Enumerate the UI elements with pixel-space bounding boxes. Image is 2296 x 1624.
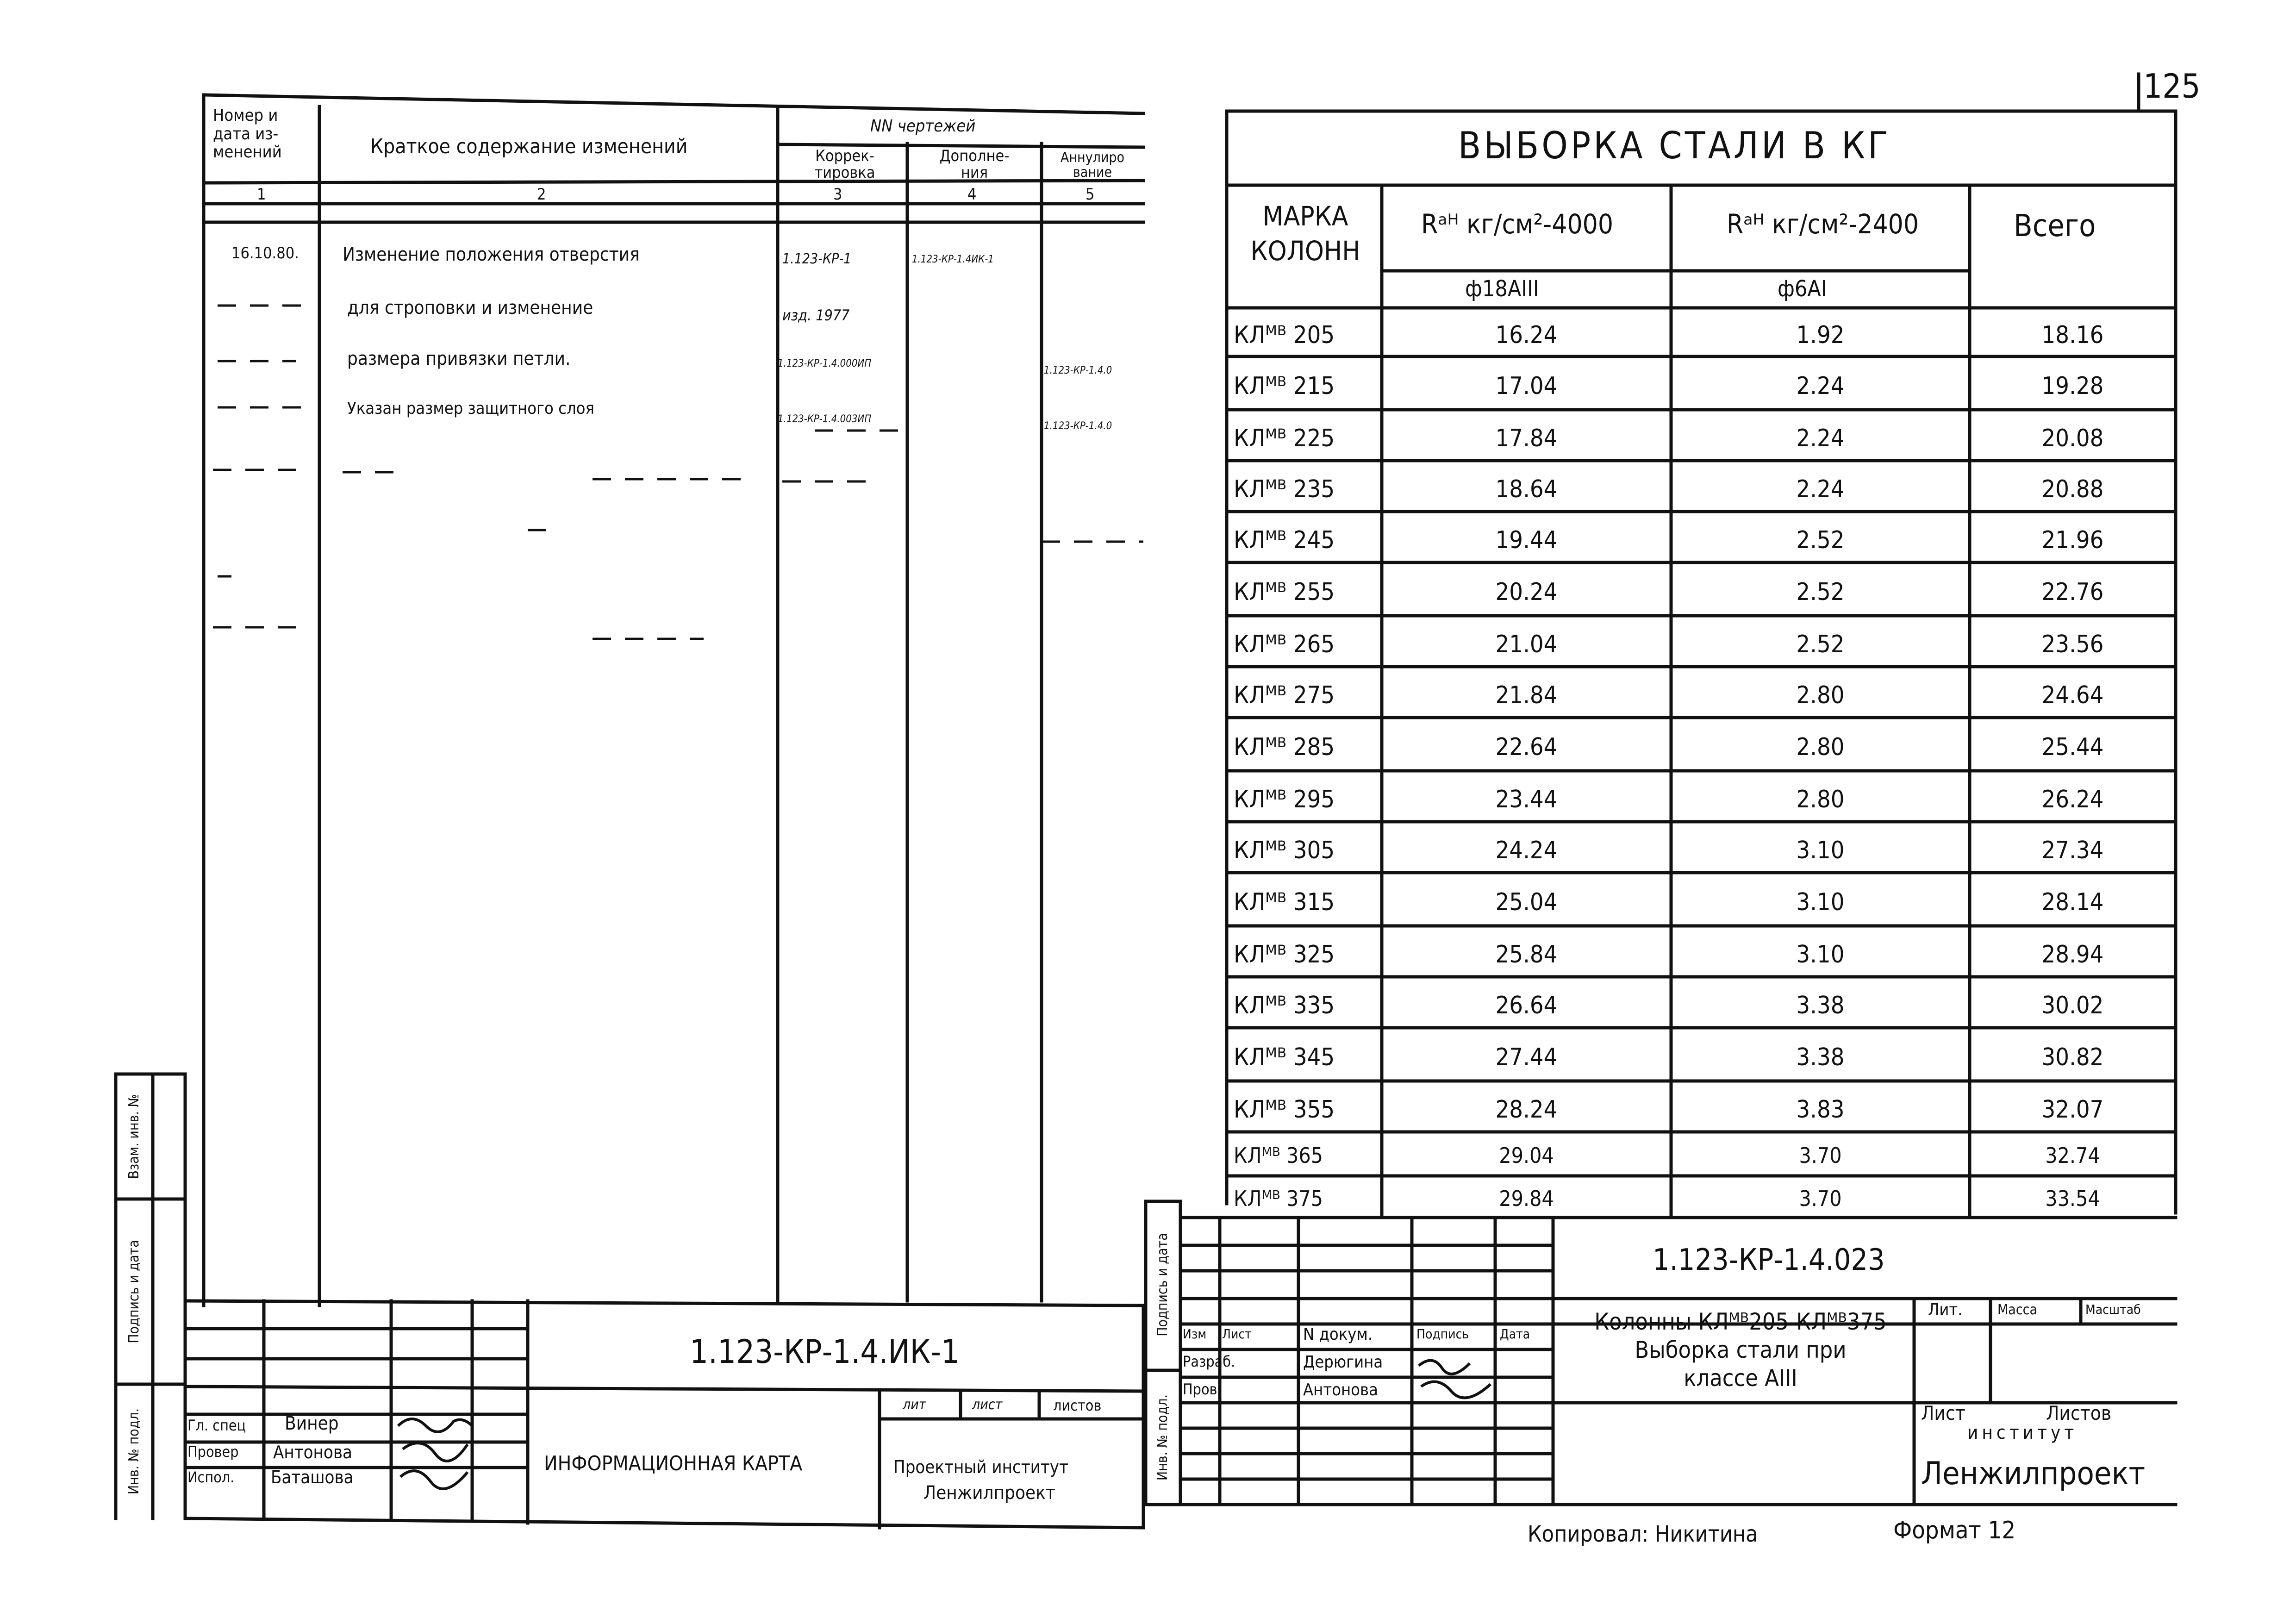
class-a3-cell: 25.84 <box>1495 940 1558 968</box>
org-line-2: Ленжилпроект <box>1921 1455 2146 1492</box>
mark-cell: КЛᴹᴮ 315 <box>1234 888 1335 916</box>
header-class-a3: Rᵃᴴ кг/см²-4000 <box>1421 208 1614 240</box>
class-a1-cell: 2.24 <box>1796 372 1845 400</box>
org-line-2: Ленжилпроект <box>923 1482 1055 1504</box>
header-line: дата из- <box>213 124 279 144</box>
class-a1-cell: 2.24 <box>1796 475 1845 503</box>
total-cell: 19.28 <box>2041 372 2104 400</box>
class-a3-cell: 28.24 <box>1495 1095 1558 1124</box>
header-line: Дополне- <box>939 147 1010 165</box>
copied-by: Копировал: Никитина <box>1528 1521 1758 1547</box>
header-addition <box>919 148 1030 181</box>
document-code: 1.123-КР-1.4.023 <box>1653 1243 1885 1277</box>
mark-cell: КЛᴹᴮ 335 <box>1234 991 1335 1019</box>
mark-cell: КЛᴹᴮ 235 <box>1234 475 1335 503</box>
title-line: Выборка стали при <box>1635 1337 1847 1363</box>
class-a3-cell: 22.64 <box>1495 733 1558 761</box>
total-cell: 28.94 <box>2041 940 2104 968</box>
total-cell: 20.88 <box>2041 475 2104 503</box>
class-a1-cell: 2.80 <box>1796 785 1845 813</box>
change-correction: 1.123-КР-1.4.003ИП <box>778 413 872 425</box>
change-correction: изд. 1977 <box>782 306 850 324</box>
col-label-signature: Подпись <box>1416 1326 1469 1342</box>
label-lit: Лит. <box>1928 1300 1963 1319</box>
total-cell: 27.34 <box>2041 836 2104 864</box>
mark-cell: КЛᴹᴮ 205 <box>1234 321 1335 349</box>
total-cell: 23.56 <box>2041 630 2104 658</box>
total-cell: 20.08 <box>2041 424 2104 452</box>
header-line: Аннулиро <box>1060 150 1125 166</box>
class-a1-cell: 3.10 <box>1796 940 1845 968</box>
side-stamp-signature-date: Подпись и дата <box>126 1240 142 1343</box>
class-a3-cell: 16.24 <box>1495 321 1558 349</box>
change-text: Указан размер защитного слоя <box>347 399 594 418</box>
class-a3-cell: 27.44 <box>1495 1043 1558 1071</box>
change-date: 16.10.80. <box>231 244 299 262</box>
class-a3-cell: 24.24 <box>1495 836 1558 864</box>
class-a3-cell: 21.04 <box>1495 630 1558 658</box>
title-line: Колонны КЛᴹᴮ205-КЛᴹᴮ375 <box>1594 1308 1887 1335</box>
staff-role: Разраб. <box>1183 1353 1235 1370</box>
header-class-a3-diameter: ф18АIII <box>1465 276 1539 302</box>
document-title: ИНФОРМАЦИОННАЯ КАРТА <box>544 1452 803 1475</box>
class-a1-cell: 2.80 <box>1796 733 1845 761</box>
class-a3-cell: 25.04 <box>1495 888 1558 916</box>
class-a1-cell: 3.10 <box>1796 836 1845 864</box>
class-a1-cell: 3.70 <box>1799 1143 1842 1168</box>
label-mass: Масса <box>1997 1302 2038 1318</box>
title-line: классе АIII <box>1684 1365 1797 1392</box>
total-cell: 21.96 <box>2041 526 2104 554</box>
side-stamp-inv-podl: Инв. № подл. <box>1154 1394 1171 1481</box>
col-label-ndoc: N докум. <box>1303 1325 1373 1344</box>
mark-cell: КЛᴹᴮ 305 <box>1234 836 1335 864</box>
header-line: КОЛОНН <box>1250 235 1360 267</box>
table-title: ВЫБОРКА СТАЛИ В КГ <box>1458 124 1891 167</box>
side-stamp-inv-podl: Инв. № подл. <box>126 1408 142 1495</box>
total-cell: 33.54 <box>2045 1186 2100 1211</box>
header-line: вание <box>1073 164 1112 181</box>
header-number-date <box>213 106 282 162</box>
staff-role: Гл. спец <box>187 1417 246 1434</box>
mark-cell: КЛᴹᴮ 375 <box>1234 1186 1323 1211</box>
header-mark <box>1231 199 1379 269</box>
class-a1-cell: 2.52 <box>1796 630 1845 658</box>
total-cell: 28.14 <box>2041 888 2104 916</box>
col-number-1: 1 <box>257 185 266 204</box>
mark-cell: КЛᴹᴮ 245 <box>1234 526 1335 554</box>
side-stamp-vzam-inv: Взам. инв. № <box>126 1094 142 1179</box>
class-a3-cell: 23.44 <box>1495 785 1558 813</box>
mark-cell: КЛᴹᴮ 255 <box>1234 578 1335 606</box>
mark-cell: КЛᴹᴮ 355 <box>1234 1095 1335 1124</box>
mark-cell: КЛᴹᴮ 345 <box>1234 1043 1335 1071</box>
signature-scribble <box>393 1407 477 1495</box>
staff-name: Антонова <box>273 1442 352 1462</box>
header-line: ния <box>961 163 988 182</box>
total-cell: 18.16 <box>2041 321 2104 349</box>
col-label-izm: Изм <box>1183 1326 1207 1342</box>
header-correction <box>792 148 898 181</box>
header-line: МАРКА <box>1262 200 1348 232</box>
class-a1-cell: 3.38 <box>1796 991 1845 1019</box>
col-number-2: 2 <box>537 185 546 204</box>
staff-name: Антонова <box>1303 1380 1378 1399</box>
change-annulment: 1.123-КР-1.4.0 <box>1044 365 1112 376</box>
page-number: 125 <box>2143 67 2201 106</box>
mark-cell: КЛᴹᴮ 325 <box>1234 940 1335 968</box>
class-a3-cell: 19.44 <box>1495 526 1558 554</box>
mark-cell: КЛᴹᴮ 275 <box>1234 681 1335 709</box>
class-a3-cell: 20.24 <box>1495 578 1558 606</box>
col-number-3: 3 <box>833 185 842 204</box>
change-annulment: 1.123-КР-1.4.0 <box>1044 420 1112 432</box>
mark-cell: КЛᴹᴮ 215 <box>1234 372 1335 400</box>
org-line-1: Проектный институт <box>893 1457 1068 1477</box>
label-sheets: Листов <box>2046 1402 2112 1424</box>
format-label: Формат 12 <box>1893 1517 2016 1544</box>
class-a3-cell: 21.84 <box>1495 681 1558 709</box>
class-a1-cell: 2.24 <box>1796 424 1845 452</box>
class-a3-cell: 17.04 <box>1495 372 1558 400</box>
mark-cell: КЛᴹᴮ 285 <box>1234 733 1335 761</box>
col-label-list: Лист <box>1222 1326 1252 1342</box>
mark-cell: КЛᴹᴮ 295 <box>1234 785 1335 813</box>
col-number-5: 5 <box>1086 185 1095 204</box>
class-a1-cell: 2.52 <box>1796 526 1845 554</box>
total-cell: 32.07 <box>2041 1095 2104 1124</box>
class-a3-cell: 29.04 <box>1499 1143 1554 1168</box>
class-a1-cell: 3.38 <box>1796 1043 1845 1071</box>
staff-role: Провер <box>187 1443 239 1461</box>
class-a1-cell: 3.83 <box>1796 1095 1845 1124</box>
header-class-a1: Rᵃᴴ кг/см²-2400 <box>1727 208 1919 240</box>
mark-cell: КЛᴹᴮ 225 <box>1234 424 1335 452</box>
header-class-a1-diameter: ф6АI <box>1778 276 1827 302</box>
class-a1-cell: 2.80 <box>1796 681 1845 709</box>
change-text: Изменение положения отверстия <box>343 244 640 265</box>
label-scale: Масштаб <box>2085 1302 2141 1317</box>
change-correction: 1.123-КР-1 <box>782 251 852 267</box>
total-cell: 26.24 <box>2041 785 2104 813</box>
col-label-date: Дата <box>1500 1326 1530 1342</box>
class-a1-cell: 3.70 <box>1799 1186 1842 1211</box>
class-a3-cell: 26.64 <box>1495 991 1558 1019</box>
label-sheets: листов <box>1053 1397 1102 1414</box>
header-line: Коррек- <box>815 147 874 165</box>
staff-role: Пров. <box>1183 1380 1222 1398</box>
class-a3-cell: 29.84 <box>1499 1186 1554 1211</box>
label-sheet: Лист <box>1921 1402 1965 1424</box>
class-a1-cell: 1.92 <box>1796 321 1845 349</box>
staff-name: Винер <box>285 1413 339 1434</box>
staff-name: Дерюгина <box>1303 1353 1383 1372</box>
org-line-1: институт <box>1967 1422 2078 1443</box>
header-line: Номер и <box>213 106 278 125</box>
label-lit: лит <box>903 1397 926 1413</box>
header-total: Всего <box>2014 208 2096 244</box>
header-line: тировка <box>814 163 875 182</box>
total-cell: 30.82 <box>2041 1043 2104 1071</box>
change-text: для строповки и изменение <box>347 297 593 319</box>
class-a1-cell: 2.52 <box>1796 578 1845 606</box>
class-a3-cell: 18.64 <box>1495 475 1558 503</box>
header-annulment <box>1044 150 1141 180</box>
class-a3-cell: 17.84 <box>1495 424 1558 452</box>
total-cell: 32.74 <box>2045 1143 2100 1168</box>
total-cell: 24.64 <box>2041 681 2104 709</box>
label-sheet: лист <box>972 1397 1003 1413</box>
change-addition: 1.123-КР-1.4ИК-1 <box>912 254 994 265</box>
header-line: менений <box>213 143 282 162</box>
total-cell: 30.02 <box>2041 991 2104 1019</box>
change-correction: 1.123-КР-1.4.000ИП <box>778 358 872 369</box>
document-code: 1.123-КР-1.4.ИК-1 <box>690 1333 960 1371</box>
class-a1-cell: 3.10 <box>1796 888 1845 916</box>
mark-cell: КЛᴹᴮ 365 <box>1234 1143 1323 1168</box>
header-drawings-group: NN чертежей <box>870 117 976 136</box>
staff-role: Испол. <box>187 1468 235 1486</box>
total-cell: 22.76 <box>2041 578 2104 606</box>
staff-name: Баташова <box>271 1467 354 1487</box>
document-title <box>1569 1308 1912 1393</box>
header-summary: Краткое содержание изменений <box>370 135 688 158</box>
total-cell: 25.44 <box>2041 733 2104 761</box>
mark-cell: КЛᴹᴮ 265 <box>1234 630 1335 658</box>
side-stamp-signature-date: Подпись и дата <box>1154 1233 1171 1337</box>
signature-scribble <box>1414 1352 1495 1403</box>
change-text: размера привязки петли. <box>347 348 571 369</box>
col-number-4: 4 <box>967 185 977 204</box>
